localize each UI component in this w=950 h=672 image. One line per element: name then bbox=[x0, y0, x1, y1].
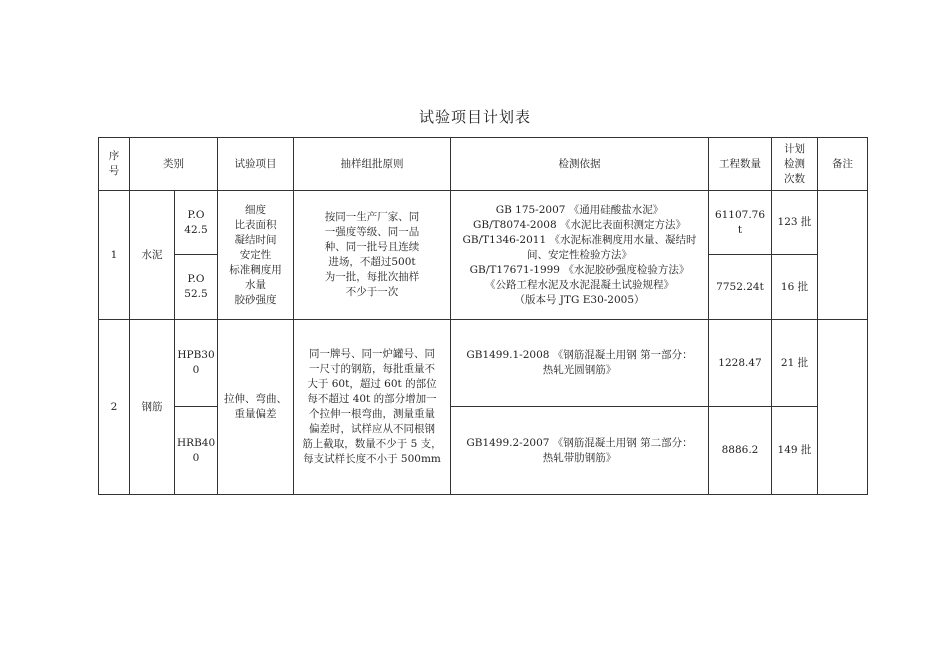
grade-cell: P.O 42.5 bbox=[175, 191, 218, 255]
quantity-cell: 8886.2 bbox=[709, 407, 772, 495]
planned-cell: 149 批 bbox=[772, 407, 818, 495]
header-planned: 计划 检测 次数 bbox=[772, 138, 818, 191]
header-category: 类别 bbox=[130, 138, 218, 191]
basis-cell: GB 175-2007 《通用硅酸盐水泥》 GB/T8074-2008 《水泥比表面积测定方法》 GB/T1346-2011 《水泥标准稠度用水量、凝结时 间、安定性检验方法》 GB/T17671-1999 《水泥胶砂强度检验方法》 《公路工程水泥及水泥混凝土试验规程》 （版本号 JTG E30-2005） bbox=[451, 191, 709, 320]
sampling-cell: 同一牌号、同一炉罐号、同 一尺寸的钢筋，每批重量不 大于 60t，超过 60t 的部位 每不超过 40t 的部分增加一 个拉伸一根弯曲，测量重量 偏差时，试样应从不同根钢 筋上截取，数量不少于 5 支， 每支试样长度不小于 500mm bbox=[294, 320, 451, 495]
quantity-cell: 7752.24t bbox=[709, 255, 772, 320]
test-items-cell: 拉伸、弯曲、 重量偏差 bbox=[218, 320, 294, 495]
basis-cell: GB1499.2-2007 《钢筋混凝土用钢 第二部分： 热轧带肋钢筋》 bbox=[451, 407, 709, 495]
grade-cell: HRB40 0 bbox=[175, 407, 218, 495]
quantity-cell: 1228.47 bbox=[709, 320, 772, 407]
header-row bbox=[99, 138, 868, 191]
table-row bbox=[99, 320, 868, 407]
grade-cell: HPB30 0 bbox=[175, 320, 218, 407]
planned-cell: 21 批 bbox=[772, 320, 818, 407]
group-category: 钢筋 bbox=[130, 320, 175, 495]
planned-cell: 123 批 bbox=[772, 191, 818, 255]
grade-cell: P.O 52.5 bbox=[175, 255, 218, 320]
header-basis: 检测依据 bbox=[451, 138, 709, 191]
remarks-cell bbox=[818, 320, 868, 495]
quantity-cell: 61107.76 t bbox=[709, 191, 772, 255]
test-plan-table bbox=[98, 137, 868, 495]
sampling-cell: 按同一生产厂家、同 一强度等级、同一品 种、同一批号且连续 进场，不超过500t 为一批，每批次抽样 不少于一次 bbox=[294, 191, 451, 320]
group-category: 水泥 bbox=[130, 191, 175, 320]
test-items-cell: 细度 比表面积 凝结时间 安定性 标准稠度用 水量 胶砂强度 bbox=[218, 191, 294, 320]
planned-cell: 16 批 bbox=[772, 255, 818, 320]
group-seq: 1 bbox=[99, 191, 130, 320]
header-seq: 序 号 bbox=[99, 138, 130, 191]
table-row bbox=[99, 407, 868, 495]
table-row bbox=[99, 191, 868, 255]
basis-cell: GB1499.1-2008 《钢筋混凝土用钢 第一部分： 热轧光圆钢筋》 bbox=[451, 320, 709, 407]
page-title: 试验项目计划表 bbox=[418, 108, 531, 126]
group-seq: 2 bbox=[99, 320, 130, 495]
header-test-items: 试验项目 bbox=[218, 138, 294, 191]
header-quantity: 工程数量 bbox=[709, 138, 772, 191]
remarks-cell bbox=[818, 191, 868, 320]
header-sampling: 抽样组批原则 bbox=[294, 138, 451, 191]
header-remarks: 备注 bbox=[818, 138, 868, 191]
